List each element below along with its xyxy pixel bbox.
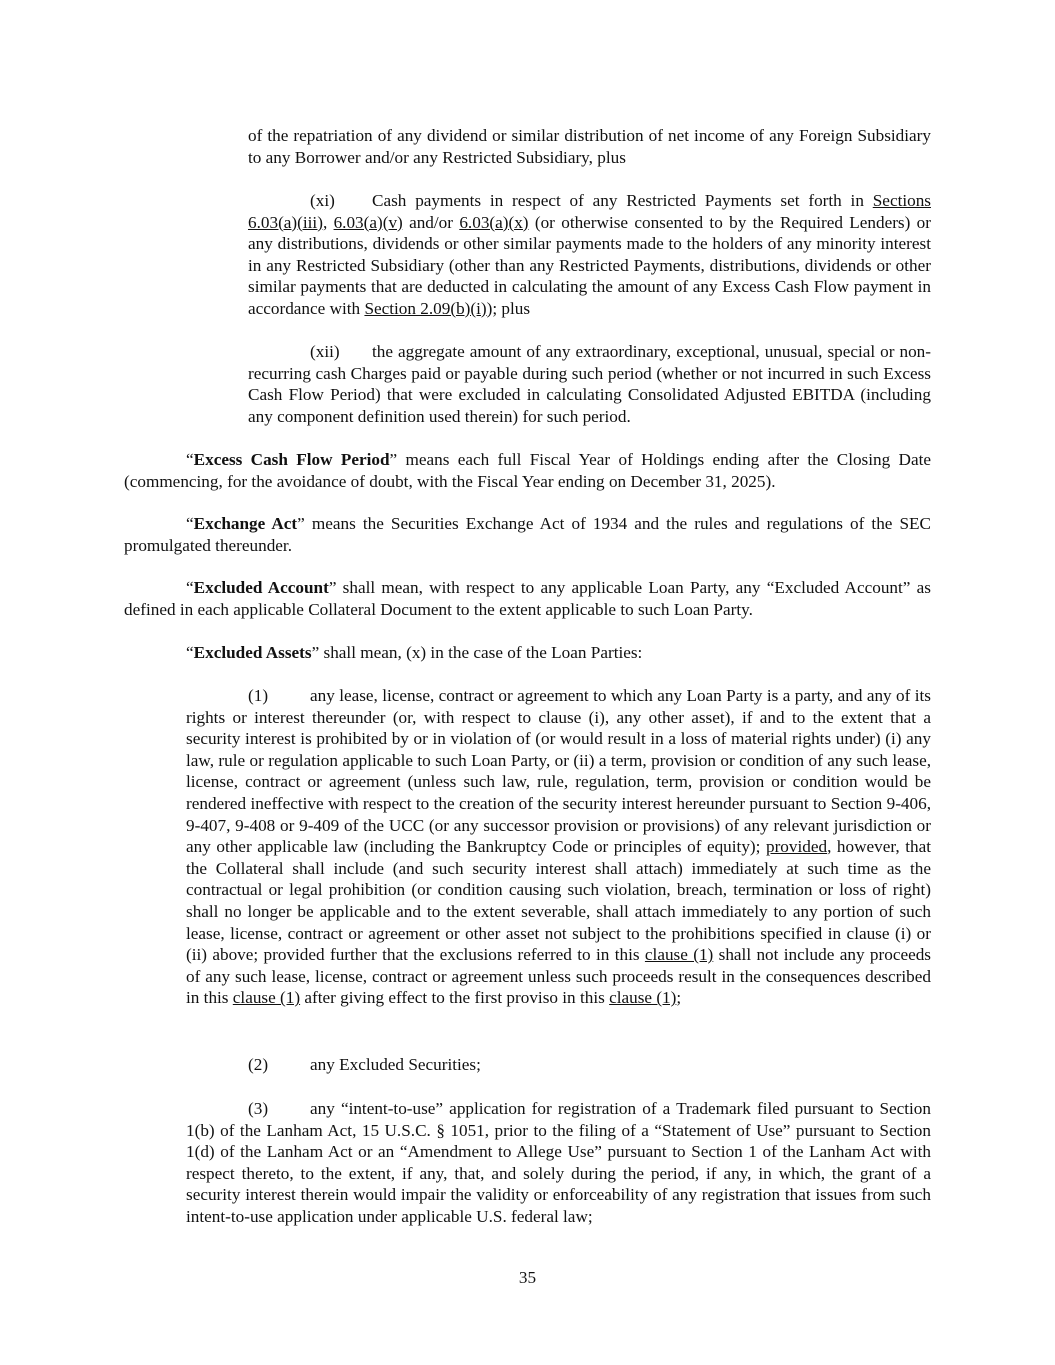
definition-exchange-act: “Exchange Act” means the Securities Exchange Act of 1934 and the rules and regulations of the SEC promulgated thereunder. <box>124 514 932 555</box>
defined-term: Excluded Assets <box>193 643 312 662</box>
clause-number: (xii) <box>310 342 340 361</box>
definition-excluded-account: “Excluded Account” shall mean, with respect to any applicable Loan Party, any “Excluded Account” as defined in each applicable Collateral Document to the extent applicable to such Loan Party. <box>124 578 931 619</box>
clause-reference: clause (1) <box>232 988 301 1008</box>
clause-number: (3) <box>248 1099 269 1118</box>
section-reference: Section 2.09(b)(i) <box>364 298 487 318</box>
section-reference: 6.03(a)(x) <box>459 212 529 232</box>
definition-excess-cash-flow-period: “Excess Cash Flow Period” means each full Fiscal Year of Holdings ending after the Closing Date (commencing, for the avoidance of doubt, with the Fiscal Year ending on December 31, 2025). <box>124 450 931 491</box>
clause-text: the aggregate amount of any extraordinary, exceptional, unusual, special or non-recurring cash Charges paid or payable during such period (whether or not incurred in such Excess Cash Flow Period) that were excluded in calculating Consolidated Adjusted EBITDA (including any component definition used therein) for such period. <box>248 342 931 426</box>
clause-number: (xi) <box>310 191 335 210</box>
clause-xi: (xi) Cash payments in respect of any Restricted Payments set forth in Sections 6.03(a)(iii), 6.03(a)(v) and/or 6.03(a)(x) (or otherwise consented to by the Required Lenders) or any distributions, dividends or other similar payments made to the holders of any minority interest in any Restricted Subsidiary (other than any Restricted Payments, distributions, dividends or other similar payments that are deducted in calculating the amount of any Excess Cash Flow payment in accordance with Section 2.09(b)(i)); plus <box>248 191 931 318</box>
page-number: 35 <box>518 1268 537 1287</box>
continuation-text: of the repatriation of any dividend or similar distribution of net income of any Foreign Subsidiary to any Borrower and/or any Restricted Subsidiary, plus <box>248 126 931 167</box>
clause-reference: clause (1) <box>609 988 677 1008</box>
excluded-asset-1: (1) any lease, license, contract or agreement to which any Loan Party is a party, and any of its rights or interest thereunder (or, with respect to clause (i), any other asset), if and to the extent that a security interest is prohibited by or in violation of (or would result in a loss of material rights under) (i) any law, rule or regulation applicable to such Loan Party, or (ii) a term, provision or condition of any such lease, license, contract or agreement (unless such law, rule, regulation, term, provision or condition would be rendered ineffective with respect to the creation of the security interest hereunder pursuant to Section 9-406, 9-407, 9-408 or 9-409 of the UCC (or any successor provision or provisions) of any relevant jurisdiction or any other applicable law (including the Bankruptcy Code or principles of equity); provided, however, that the Collateral shall include (and such security interest shall attach) immediately at such time as the contractual or legal prohibition (or condition causing such violation, breach, termination or loss of right) shall no longer be applicable and to the extent severable, shall attach immediately to any portion of such lease, license, contract or agreement or other asset not subject to the prohibitions specified in clause (i) or (ii) above; provided further that the exclusions referred to in this clause (1) shall not include any proceeds of any such lease, license, contract or agreement unless such proceeds result in the consequences described in this clause (1) after giving effect to the first proviso in this clause (1); <box>186 686 931 1008</box>
clause-text: any “intent-to-use” application for registration of a Trademark filed pursuant to Section 1(b) of the Lanham Act, 15 U.S.C. § 1051, prior to the filing of a “Statement of Use” pursuant to Section 1(d) of the Lanham Act or an “Amendment to Allege Use” pursuant to Section 1 of the Lanham Act with respect thereto, to the extent, if any, that, and solely during the period, if any, in which, the grant of a security interest therein would impair the validity or enforceability of any registration that issues from such intent-to-use application under applicable U.S. federal law; <box>186 1099 931 1226</box>
continuation-paragraph <box>248 125 931 168</box>
definition-excluded-assets: “Excluded Assets” shall mean, (x) in the case of the Loan Parties: <box>186 643 643 662</box>
defined-term: Exchange Act <box>193 514 298 533</box>
clause-number: (2) <box>248 1055 269 1074</box>
clause-xii <box>248 341 931 427</box>
clause-reference: clause (1) <box>644 945 714 965</box>
provided-term: provided <box>765 837 828 857</box>
section-reference: Sections 6.03(a)(iii) <box>248 191 931 232</box>
excluded-asset-2 <box>186 1054 931 1076</box>
clause-text: any Excluded Securities; <box>310 1055 481 1074</box>
excluded-asset-3 <box>186 1098 931 1228</box>
section-reference: 6.03(a)(v) <box>333 212 403 232</box>
clause-number: (1) <box>248 686 269 705</box>
defined-term: Excluded Account <box>193 578 329 597</box>
defined-term: Excess Cash Flow Period <box>193 450 390 469</box>
